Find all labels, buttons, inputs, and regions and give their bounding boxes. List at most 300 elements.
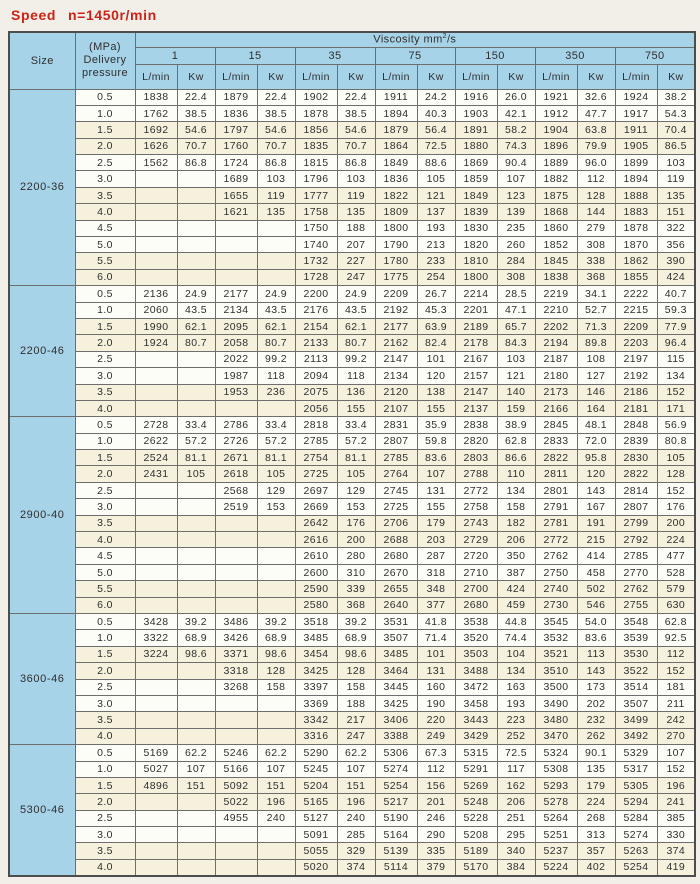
table-row [9, 614, 695, 630]
pressure-cell: 6.0 [75, 269, 135, 285]
pressure-cell: 5.0 [75, 237, 135, 253]
power-value-cell: 151 [337, 777, 375, 793]
flow-value-cell: 1780 [375, 253, 417, 269]
flow-value-cell: 1894 [615, 171, 657, 187]
pressure-cell: 2.0 [75, 663, 135, 679]
power-value-cell: 188 [337, 220, 375, 236]
power-value-cell: 152 [657, 663, 695, 679]
power-value-cell: 107 [497, 171, 535, 187]
power-value-cell [177, 794, 215, 810]
flow-value-cell [215, 859, 257, 876]
flow-value-cell [215, 564, 257, 580]
table-row [9, 105, 695, 121]
table-row [9, 400, 695, 416]
power-value-cell: 290 [417, 827, 455, 843]
flow-value-cell: 5305 [615, 777, 657, 793]
flow-value-cell: 2134 [215, 302, 257, 318]
flow-value-cell: 1849 [375, 155, 417, 171]
power-value-cell: 90.4 [497, 155, 535, 171]
flow-value-cell: 2186 [615, 384, 657, 400]
flow-value-cell: 2590 [295, 581, 337, 597]
power-value-cell: 112 [417, 761, 455, 777]
flow-value-cell: 3490 [535, 695, 577, 711]
flow-value-cell: 5055 [295, 843, 337, 859]
flow-value-cell: 1724 [215, 155, 257, 171]
power-value-cell: 40.7 [657, 286, 695, 302]
table-row [9, 220, 695, 236]
flow-value-cell: 3322 [135, 630, 177, 646]
power-value-cell: 33.4 [337, 417, 375, 433]
viscosity-unit-text: Viscosity mm [373, 34, 443, 47]
power-value-cell: 121 [497, 368, 535, 384]
power-value-cell: 68.9 [337, 630, 375, 646]
power-value-cell: 235 [497, 220, 535, 236]
pressure-cell: 0.5 [75, 745, 135, 761]
power-value-cell: 115 [657, 351, 695, 367]
flow-value-cell: 5306 [375, 745, 417, 761]
power-value-cell: 59.8 [417, 433, 455, 449]
table-row [9, 302, 695, 318]
flow-value-cell: 2022 [215, 351, 257, 367]
table-row [9, 810, 695, 826]
power-value-cell: 546 [577, 597, 615, 613]
flow-value-cell: 2094 [295, 368, 337, 384]
flow-value-cell: 1856 [295, 122, 337, 138]
power-value-cell: 387 [497, 564, 535, 580]
pressure-cell: 2.0 [75, 138, 135, 154]
power-value-cell: 158 [337, 679, 375, 695]
flow-value-cell: 2726 [215, 433, 257, 449]
flow-value-cell: 3514 [615, 679, 657, 695]
power-value-cell: 213 [417, 237, 455, 253]
flow-value-cell [135, 581, 177, 597]
power-value-cell: 196 [657, 777, 695, 793]
flow-value-cell: 2180 [535, 368, 577, 384]
table-row [9, 646, 695, 662]
power-value-cell: 101 [417, 351, 455, 367]
power-value-cell [257, 581, 295, 597]
flow-value-cell: 2166 [535, 400, 577, 416]
power-value-cell: 117 [497, 761, 535, 777]
power-value-cell: 318 [417, 564, 455, 580]
power-value-cell: 249 [417, 728, 455, 744]
flow-value-cell: 5164 [375, 827, 417, 843]
power-value-cell: 357 [577, 843, 615, 859]
flow-value-cell: 3531 [375, 614, 417, 630]
flow-value-cell: 2154 [295, 318, 337, 334]
flow-value-cell: 2791 [535, 499, 577, 515]
flow-value-cell: 5027 [135, 761, 177, 777]
flow-value-cell: 5274 [375, 761, 417, 777]
power-value-cell: 220 [417, 712, 455, 728]
flow-value-cell: 2700 [455, 581, 497, 597]
flow-value-cell: 2189 [455, 318, 497, 334]
flow-value-cell: 1800 [375, 220, 417, 236]
flow-value-cell: 2799 [615, 515, 657, 531]
table-row [9, 728, 695, 744]
flow-value-cell: 4896 [135, 777, 177, 793]
power-value-cell: 171 [657, 400, 695, 416]
flow-value-cell: 2770 [615, 564, 657, 580]
flow-value-cell: 2134 [375, 368, 417, 384]
pressure-header-line: pressure [82, 67, 128, 80]
viscosity-unit-header [135, 32, 695, 47]
table-row [9, 630, 695, 646]
flow-value-cell: 1880 [455, 138, 497, 154]
flow-value-cell [135, 843, 177, 859]
power-value-cell: 32.6 [577, 89, 615, 105]
power-value-cell: 22.4 [257, 89, 295, 105]
flow-value-cell: 1903 [455, 105, 497, 121]
flow-value-cell: 3538 [455, 614, 497, 630]
flow-value-cell: 2568 [215, 482, 257, 498]
power-value-cell: 24.9 [257, 286, 295, 302]
pressure-cell: 3.5 [75, 187, 135, 203]
flow-value-cell: 5165 [295, 794, 337, 810]
power-value-cell: 135 [257, 204, 295, 220]
power-value-cell [177, 695, 215, 711]
power-value-cell: 81.1 [177, 450, 215, 466]
table-row [9, 532, 695, 548]
flow-value-cell: 2814 [615, 482, 657, 498]
power-value-cell [177, 663, 215, 679]
flow-value-cell: 5169 [135, 745, 177, 761]
flow-value-cell: 3316 [295, 728, 337, 744]
viscosity-value-header: 150 [455, 47, 535, 64]
flow-value-cell: 3397 [295, 679, 337, 695]
flow-value-cell: 1838 [135, 89, 177, 105]
power-value-cell: 377 [417, 597, 455, 613]
table-row [9, 695, 695, 711]
table-row [9, 843, 695, 859]
flow-value-cell: 1820 [455, 237, 497, 253]
power-value-cell: 92.5 [657, 630, 695, 646]
power-value-cell: 72.5 [497, 745, 535, 761]
power-value-cell: 419 [657, 859, 695, 876]
flow-value-cell: 2670 [375, 564, 417, 580]
power-value-cell: 107 [177, 761, 215, 777]
power-value-cell: 287 [417, 548, 455, 564]
power-value-cell: 173 [577, 679, 615, 695]
flow-value-cell: 2181 [615, 400, 657, 416]
power-value-cell [177, 810, 215, 826]
power-value-cell: 108 [577, 351, 615, 367]
flow-value-cell: 3486 [215, 614, 257, 630]
pressure-cell: 1.5 [75, 122, 135, 138]
flow-value-cell: 2640 [375, 597, 417, 613]
flow-value-cell: 2680 [455, 597, 497, 613]
viscosity-value-header: 15 [215, 47, 295, 64]
power-value-cell: 99.2 [257, 351, 295, 367]
viscosity-value-header: 350 [535, 47, 615, 64]
flow-value-cell: 5269 [455, 777, 497, 793]
flow-value-cell [135, 794, 177, 810]
flow-value-cell: 5317 [615, 761, 657, 777]
flow-value-cell [135, 532, 177, 548]
power-value-cell: 129 [257, 482, 295, 498]
power-value-cell: 176 [337, 515, 375, 531]
flow-value-cell: 1924 [135, 335, 177, 351]
flow-value-cell: 2788 [455, 466, 497, 482]
power-value-cell: 79.9 [577, 138, 615, 154]
power-value-cell: 38.2 [657, 89, 695, 105]
pressure-cell: 3.5 [75, 712, 135, 728]
power-value-cell: 134 [497, 663, 535, 679]
table-row [9, 564, 695, 580]
power-value-cell: 105 [417, 171, 455, 187]
flow-value-cell: 5224 [535, 859, 577, 876]
flow-value-cell: 5308 [535, 761, 577, 777]
flow-value-cell [215, 253, 257, 269]
table-row [9, 499, 695, 515]
flow-value-cell: 2831 [375, 417, 417, 433]
pressure-cell: 3.5 [75, 384, 135, 400]
table-row [9, 122, 695, 138]
power-value-cell: 251 [497, 810, 535, 826]
flow-value-cell: 2833 [535, 433, 577, 449]
flow-value-cell: 1924 [615, 89, 657, 105]
power-value-cell: 181 [657, 679, 695, 695]
flow-value-cell: 5324 [535, 745, 577, 761]
flow-value-cell: 1797 [215, 122, 257, 138]
power-value-cell: 151 [177, 777, 215, 793]
power-value-cell: 146 [577, 384, 615, 400]
power-value-cell [177, 482, 215, 498]
pressure-cell: 5.5 [75, 581, 135, 597]
power-value-cell [177, 532, 215, 548]
power-value-cell: 338 [577, 253, 615, 269]
flow-value-cell: 3454 [295, 646, 337, 662]
pressure-cell: 1.5 [75, 777, 135, 793]
flow-value-cell: 1775 [375, 269, 417, 285]
power-value-cell: 62.2 [257, 745, 295, 761]
pressure-cell: 1.5 [75, 318, 135, 334]
power-value-cell: 67.3 [417, 745, 455, 761]
power-value-cell: 424 [657, 269, 695, 285]
flow-value-cell: 5294 [615, 794, 657, 810]
power-value-cell: 579 [657, 581, 695, 597]
power-value-cell: 74.4 [497, 630, 535, 646]
power-value-cell: 62.1 [177, 318, 215, 334]
flow-value-cell: 2642 [295, 515, 337, 531]
flow-value-cell: 2754 [295, 450, 337, 466]
power-value-cell: 86.5 [657, 138, 695, 154]
pressure-cell: 3.0 [75, 695, 135, 711]
power-value-cell: 83.6 [417, 450, 455, 466]
pressure-cell: 1.5 [75, 450, 135, 466]
flow-value-cell: 1732 [295, 253, 337, 269]
power-value-cell: 196 [337, 794, 375, 810]
power-value-cell: 330 [657, 827, 695, 843]
flow-value-cell: 2743 [455, 515, 497, 531]
power-value-cell: 28.5 [497, 286, 535, 302]
flow-value-cell: 1888 [615, 187, 657, 203]
table-row [9, 138, 695, 154]
table-wrapper [8, 31, 696, 877]
power-value-cell: 280 [337, 548, 375, 564]
power-value-cell: 103 [497, 351, 535, 367]
flow-value-cell: 1758 [295, 204, 337, 220]
flow-value-cell [215, 827, 257, 843]
power-value-cell: 308 [497, 269, 535, 285]
flow-value-cell: 2786 [215, 417, 257, 433]
flow-value-cell: 1800 [455, 269, 497, 285]
flow-value-cell: 3499 [615, 712, 657, 728]
power-value-cell: 86.8 [257, 155, 295, 171]
flow-value-cell: 1987 [215, 368, 257, 384]
flow-value-cell [215, 728, 257, 744]
flow-value-cell: 3518 [295, 614, 337, 630]
size-cell: 2200-46 [9, 286, 75, 417]
flow-value-cell: 1878 [295, 105, 337, 121]
flow-value-cell: 3488 [455, 663, 497, 679]
power-value-cell: 98.6 [177, 646, 215, 662]
power-value-cell: 156 [417, 777, 455, 793]
pressure-cell: 2.5 [75, 810, 135, 826]
power-value-cell: 242 [657, 712, 695, 728]
power-value-cell: 62.8 [657, 614, 695, 630]
power-value-cell: 59.3 [657, 302, 695, 318]
pressure-cell: 4.5 [75, 220, 135, 236]
flow-value-cell: 5237 [535, 843, 577, 859]
power-value-cell [257, 827, 295, 843]
flow-value-cell [135, 663, 177, 679]
flow-value-cell: 3507 [375, 630, 417, 646]
power-value-cell: 103 [657, 155, 695, 171]
flow-value-cell: 1882 [535, 171, 577, 187]
power-value-cell: 26.0 [497, 89, 535, 105]
flow-value-cell: 2688 [375, 532, 417, 548]
pressure-cell: 6.0 [75, 597, 135, 613]
power-value-cell: 77.9 [657, 318, 695, 334]
flow-value-cell: 1689 [215, 171, 257, 187]
power-value-cell: 56.9 [657, 417, 695, 433]
power-value-cell: 310 [337, 564, 375, 580]
power-value-cell: 112 [657, 646, 695, 662]
pressure-cell: 2.5 [75, 482, 135, 498]
power-value-cell: 502 [577, 581, 615, 597]
flow-value-cell: 1878 [615, 220, 657, 236]
pressure-cell: 4.0 [75, 204, 135, 220]
flow-value-cell: 2137 [455, 400, 497, 416]
flow-value-cell: 2762 [535, 548, 577, 564]
power-value-cell: 262 [577, 728, 615, 744]
viscosity-value-header: 750 [615, 47, 695, 64]
flow-value-cell: 2758 [455, 499, 497, 515]
power-value-cell: 70.7 [177, 138, 215, 154]
flow-value-cell: 1815 [295, 155, 337, 171]
flow-value-cell: 1862 [615, 253, 657, 269]
power-value-cell: 65.7 [497, 318, 535, 334]
flow-value-cell: 2811 [535, 466, 577, 482]
flow-value-cell: 2818 [295, 417, 337, 433]
flow-value-cell: 5274 [615, 827, 657, 843]
power-value-cell: 138 [417, 384, 455, 400]
flow-value-cell [215, 548, 257, 564]
flow-value-cell: 5139 [375, 843, 417, 859]
flow-value-cell: 2845 [535, 417, 577, 433]
power-value-cell: 41.8 [417, 614, 455, 630]
power-value-cell: 84.3 [497, 335, 535, 351]
size-cell: 2900-40 [9, 417, 75, 614]
power-value-cell: 99.2 [337, 351, 375, 367]
power-value-cell: 246 [417, 810, 455, 826]
power-value-cell: 374 [657, 843, 695, 859]
power-value-cell: 252 [497, 728, 535, 744]
power-value-cell [177, 384, 215, 400]
flow-value-cell: 1990 [135, 318, 177, 334]
flow-value-cell: 1790 [375, 237, 417, 253]
flow-value-cell [135, 564, 177, 580]
flow-value-cell: 3318 [215, 663, 257, 679]
power-value-cell: 188 [337, 695, 375, 711]
flow-value-cell: 5127 [295, 810, 337, 826]
power-value-cell: 89.8 [577, 335, 615, 351]
power-value-cell: 118 [337, 368, 375, 384]
power-value-cell: 42.1 [497, 105, 535, 121]
power-value-cell: 139 [497, 204, 535, 220]
table-row [9, 171, 695, 187]
power-value-cell: 82.4 [417, 335, 455, 351]
power-value-cell: 43.5 [177, 302, 215, 318]
power-value-cell: 339 [337, 581, 375, 597]
flow-value-cell: 2201 [455, 302, 497, 318]
power-value-cell: 153 [337, 499, 375, 515]
power-value-cell [177, 679, 215, 695]
flow-value-cell: 5315 [455, 745, 497, 761]
power-value-cell: 308 [577, 237, 615, 253]
flow-value-cell [215, 712, 257, 728]
flow-value-cell: 3510 [535, 663, 577, 679]
flow-value-cell: 1879 [215, 89, 257, 105]
flow-value-cell: 2740 [535, 581, 577, 597]
power-value-cell: 74.3 [497, 138, 535, 154]
flow-value-cell: 3521 [535, 646, 577, 662]
power-value-cell: 57.2 [257, 433, 295, 449]
power-value-cell: 110 [497, 466, 535, 482]
pressure-cell: 2.5 [75, 679, 135, 695]
power-value-cell: 313 [577, 827, 615, 843]
pressure-header-line: (MPa) [89, 41, 121, 54]
power-value-cell [177, 597, 215, 613]
flow-value-cell: 1762 [135, 105, 177, 121]
flow-value-cell: 5190 [375, 810, 417, 826]
power-value-cell [257, 859, 295, 876]
flow-value-cell: 1911 [375, 89, 417, 105]
power-value-cell [177, 351, 215, 367]
power-value-cell: 193 [497, 695, 535, 711]
table-row [9, 466, 695, 482]
power-value-cell [257, 269, 295, 285]
flow-value-cell: 1655 [215, 187, 257, 203]
power-subheader: Kw [657, 64, 695, 89]
flow-value-cell: 2178 [455, 335, 497, 351]
flow-value-cell: 1868 [535, 204, 577, 220]
power-value-cell [177, 515, 215, 531]
power-value-cell: 162 [497, 777, 535, 793]
power-value-cell: 105 [657, 450, 695, 466]
flow-value-cell: 2822 [615, 466, 657, 482]
flow-value-cell: 4955 [215, 810, 257, 826]
flow-value-cell: 1860 [535, 220, 577, 236]
flow-value-cell: 2781 [535, 515, 577, 531]
flow-value-cell: 5092 [215, 777, 257, 793]
flow-value-cell: 2616 [295, 532, 337, 548]
power-value-cell: 107 [257, 761, 295, 777]
power-value-cell: 137 [417, 204, 455, 220]
power-value-cell: 33.4 [177, 417, 215, 433]
flow-value-cell: 3548 [615, 614, 657, 630]
